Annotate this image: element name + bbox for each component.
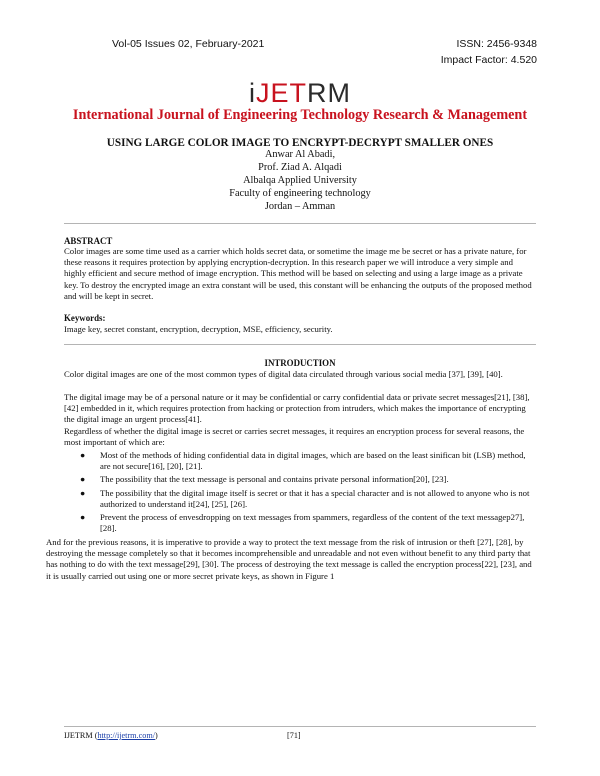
keywords-text: Image key, secret constant, encryption, decryption, MSE, efficiency, security. — [64, 324, 333, 334]
intro-paragraph: The digital image may be of a personal nature or it may be confidential or carry confidential data or private secret messages[21], [38], [42] embedded in it, which requires protection from hacking or protection from intruders, which makes the importance of encrypting the digital image an urgent process[41]. — [64, 392, 530, 425]
journal-logo: iJETRM — [248, 78, 351, 108]
list-item-text: The possibility that the digital image itself is secret or that it has a special character and is not allowed to anyone who is not authorized to understand it[24], [25], [26]. — [100, 487, 530, 509]
list-item — [80, 512, 538, 534]
journal-name: International Journal of Engineering Technology Research & Management — [72, 107, 528, 123]
paper-title: USING LARGE COLOR IMAGE TO ENCRYPT-DECRYPT SMALLER ONES — [106, 137, 494, 149]
intro-paragraph — [46, 537, 536, 582]
list-item-text: The possibility that the text message is personal and contains private personal information[20], [23]. — [100, 474, 449, 485]
issn: ISSN: 2456-9348 — [456, 38, 537, 50]
author-line: Prof. Ziad A. Alqadi — [258, 162, 342, 173]
page-number: [71] — [287, 731, 301, 740]
list-item-text: Prevent the process of envesdropping on text messages from spammers, regardless of the content of the text messagep27], [28]. — [100, 512, 525, 534]
intro-paragraph-text: And for the previous reasons, it is imperative to provide a way to protect the text message from the risk of intrusion or theft [27], [28], by destroying the message completely so that it becomes incomprehensible and unreadable and not even without benefit to any third party that has nothing to do with the text message[29], [30]. The process of destroying the text message is called the encryption process[22], [23], and it is usually carried out using one or more secret private keys, as shown in Figure 1 — [46, 537, 532, 581]
list-item — [80, 487, 538, 510]
divider — [64, 223, 536, 224]
abstract-heading: ABSTRACT — [64, 236, 113, 246]
intro-paragraph: Regardless of whether the digital image is secret or carries secret messages, it requires an encryption process for several reasons, the most important of which are: — [64, 426, 525, 448]
author-line: Anwar Al Abadi, — [264, 149, 336, 160]
footer-journal-name: IJETRM — [64, 731, 93, 740]
list-item — [80, 474, 538, 485]
reasons-list — [80, 450, 538, 534]
introduction-heading: INTRODUCTION — [264, 358, 336, 368]
list-item-text: Most of the methods of hiding confidential data in digital images, which are based on the least sinifican bit (LSB) method, are not secure[16], [20], [21]. — [100, 450, 526, 472]
footer-divider — [64, 726, 536, 727]
bullet-icon: ● — [80, 487, 86, 498]
author-line: Jordan – Amman — [264, 201, 336, 212]
journal-link[interactable]: http://ijetrm.com/ — [97, 731, 155, 740]
abstract-text: Color images are some time used as a carrier which holds secret data, or sometime the image me be secret or has a private nature, for these reasons it requires protection by applying encryption-decryption. In this research paper we will introduce a very simple and highly efficient and secure method of image encryption. This method will be based on selecting and using a large image as a private key. To destroy the encrypted image an extra constant will be used, this constant will be enhancing the outputs of the proposed method and will be kept in secret. — [64, 246, 532, 301]
keywords-heading: Keywords: — [64, 313, 106, 323]
footer-paren: ( — [92, 731, 98, 740]
bullet-icon: ● — [80, 474, 86, 485]
bullet-icon: ● — [80, 450, 86, 460]
impact-factor: Impact Factor: 4.520 — [440, 54, 537, 66]
list-item — [80, 450, 538, 472]
bullet-icon: ● — [80, 512, 86, 523]
footer-paren: ) — [154, 731, 158, 740]
author-line: Albalqa Applied University — [243, 175, 357, 186]
footer-journal — [64, 731, 158, 741]
divider — [64, 344, 536, 345]
intro-paragraph: Color digital images are one of the most common types of digital data circulated through various social media [37], [39], [40]. — [64, 369, 503, 379]
volume-info: Vol-05 Issues 02, February-2021 — [112, 38, 265, 50]
author-line: Faculty of engineering technology — [229, 188, 371, 199]
